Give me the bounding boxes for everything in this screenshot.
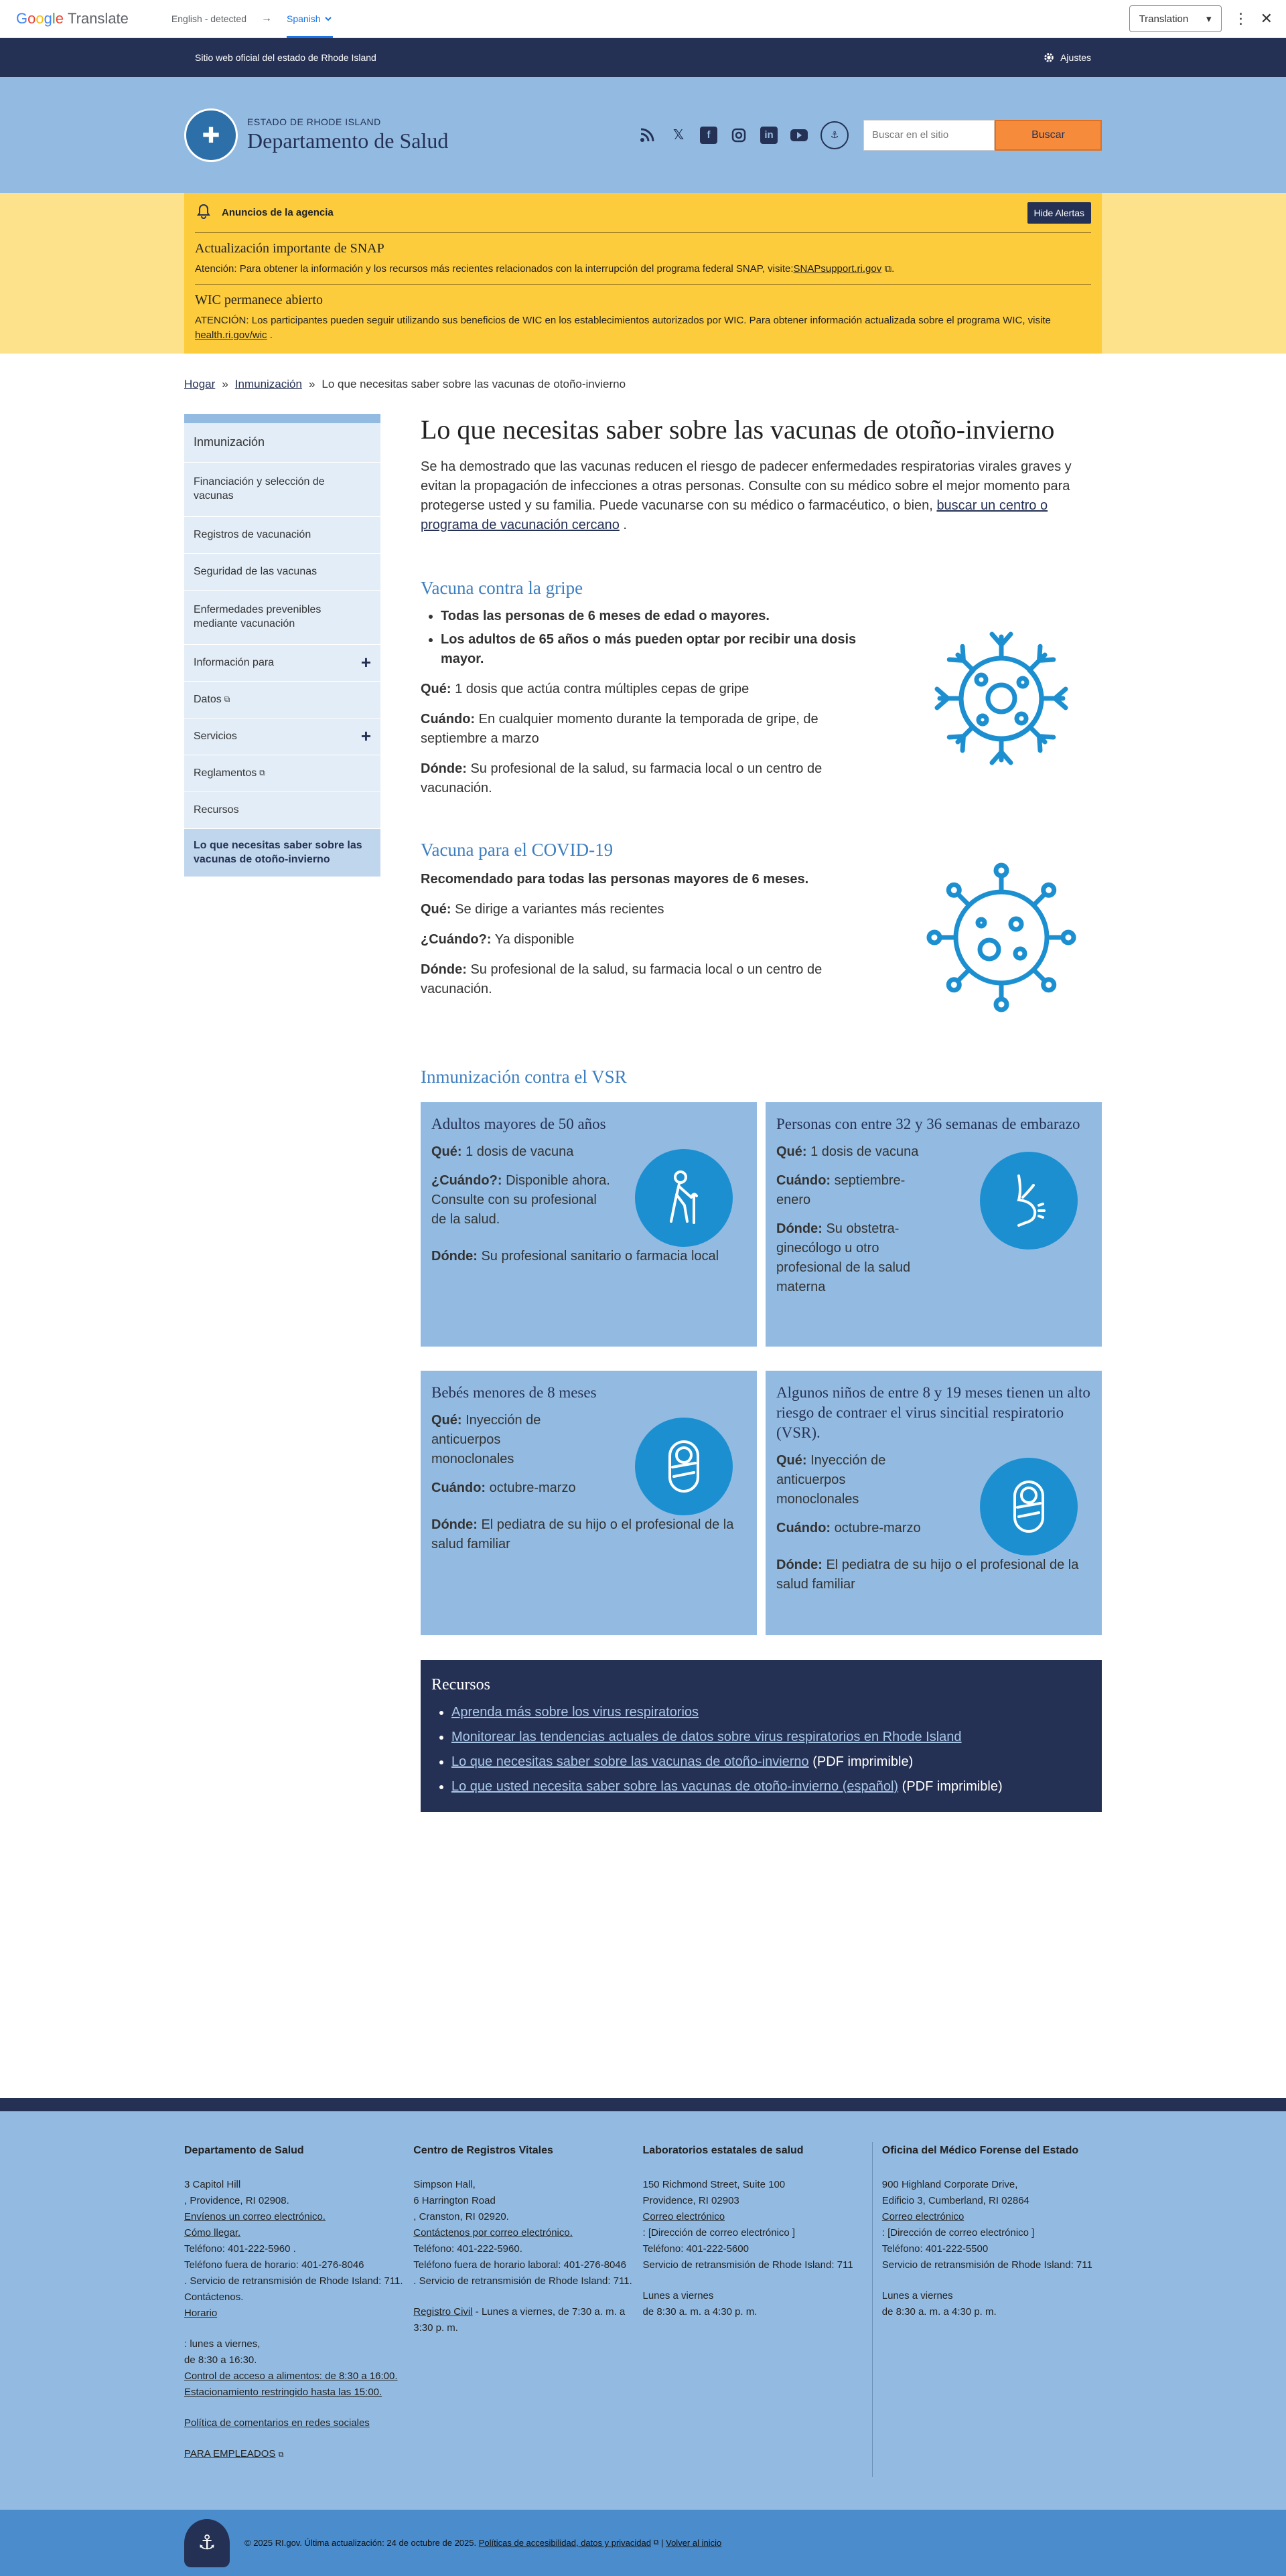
external-link-icon: ⧉ [224, 694, 230, 704]
breadcrumb-current: Lo que necesitas saber sobre las vacunas de otoño-invierno [322, 378, 626, 390]
resources-list [451, 1705, 1091, 1795]
ri-health-seal-icon[interactable]: ✚ [184, 108, 238, 162]
resource-suffix: (PDF imprimible) [812, 1754, 914, 1769]
translate-bar [0, 0, 1286, 38]
agency-alerts [0, 193, 1286, 354]
label: ¿Cuándo?: [431, 1172, 502, 1188]
sidebar-item-current-page[interactable] [184, 829, 380, 877]
site-search [863, 120, 1102, 151]
logo-letter: e [55, 10, 64, 27]
footer-line: , Cranston, RI 02920. [413, 2210, 509, 2222]
site-brand[interactable] [247, 117, 448, 153]
gear-icon [1043, 52, 1055, 64]
footer-line: Simpson Hall, [413, 2178, 476, 2190]
search-button[interactable]: Buscar [995, 120, 1102, 151]
footer-col-title: Oficina del Médico Forense del Estado [881, 2145, 1079, 2156]
label: Qué: [431, 1412, 462, 1428]
pregnant-person-icon [980, 1152, 1078, 1249]
footer-col-title: Laboratorios estatales de salud [642, 2145, 804, 2156]
label: Qué: [421, 902, 451, 917]
footer-line: Teléfono: 401-222-5500 [881, 2243, 989, 2255]
hide-label-alerts: Alertas [1055, 207, 1084, 218]
back-to-top-link[interactable]: Volver al inicio [666, 2538, 722, 2548]
logo-text: Translate [68, 10, 129, 27]
list-item: • Todas las personas de 6 meses de edad o mayores. [441, 607, 863, 626]
alert-text: ATENCIÓN: Los participantes pueden seguir utilizando sus beneficios de WIC en los establecimientos autorizados por WIC. Para obtener información actualizada sobre el programa WIC, visite [195, 314, 1051, 326]
footer-line: de 8:30 a. m. a 4:30 p. m. [881, 2305, 997, 2318]
footer-col-health-dept [184, 2142, 404, 2477]
footer-line: Teléfono: 401-222-5960 . [184, 2243, 296, 2255]
label: Dónde: [421, 761, 467, 776]
employees-link[interactable]: PARA EMPLEADOS [184, 2447, 276, 2459]
alerts-title: Anuncios de la agencia [222, 207, 334, 218]
rss-icon[interactable] [637, 125, 657, 145]
sidebar-item-enfermedades[interactable] [184, 591, 380, 645]
breadcrumb-home[interactable]: Hogar [184, 378, 216, 390]
label: Qué: [431, 1144, 462, 1159]
expand-plus-icon[interactable]: + [360, 652, 371, 673]
alert-snap [195, 233, 1091, 285]
value: octubre-marzo [489, 1480, 576, 1495]
label: Cuándo: [421, 712, 476, 727]
intro-text: Se ha demostrado que las vacunas reducen el riesgo de padecer enfermedades respiratorias virales graves y evitan la propagación de infecciones a otras personas. Consulte con su médico sobre el mejor momento para protegerse usted y su familia. Puede vacunarse con su médico o farmacéutico, o bien, [421, 459, 1072, 513]
directions-link[interactable]: Cómo llegar. [184, 2226, 241, 2239]
instagram-icon[interactable] [729, 125, 749, 145]
value: 1 dosis que actúa contra múltiples cepas de gripe [455, 682, 749, 696]
vsr-cards [421, 1102, 1102, 1635]
official-site-strip [0, 38, 1286, 77]
footer-line: : [Dirección de correo electrónico ] [881, 2226, 1035, 2239]
alert-text: Atención: Para obtener la información y los recursos más recientes relacionados con la interrupción del programa federal SNAP, visite: [195, 263, 794, 275]
value: El pediatra de su hijo o el profesional de la salud familiar [776, 1557, 1079, 1592]
footer-band [0, 2098, 1286, 2111]
value: En cualquier momento durante la temporada de gripe, de septiembre a marzo [421, 712, 818, 746]
footer-line: . Servicio de retransmisión de Rhode Island: 711. Contáctenos. [184, 2275, 403, 2303]
youtube-icon[interactable] [789, 125, 809, 145]
alert-wic [195, 285, 1091, 350]
footer-line: Servicio de retransmisión de Rhode Island: 711 [881, 2259, 1092, 2271]
breadcrumb-section[interactable]: Inmunización [234, 378, 302, 390]
footer-line: : [Dirección de correo electrónico ] [642, 2226, 796, 2239]
email-link[interactable]: Correo electrónico [881, 2210, 964, 2222]
vsr-card-adults [421, 1102, 757, 1347]
footer-line: Teléfono fuera de horario laboral: 401-276-8046 [413, 2259, 626, 2271]
logo-letter: o [35, 10, 44, 27]
sidebar-nav [184, 414, 380, 877]
target-language-tab[interactable] [287, 0, 333, 38]
chevron-down-icon [324, 14, 333, 23]
alert-text-end: . [269, 329, 273, 341]
hide-alerts-button[interactable] [1027, 202, 1092, 224]
footer-line: Teléfono: 401-222-5960. [413, 2243, 522, 2255]
food-access-link[interactable]: Control de acceso a alimentos: de 8:30 a 16:00. [184, 2370, 398, 2382]
label: Cuándo: [431, 1480, 486, 1495]
resource-link[interactable]: Lo que necesitas saber sobre las vacunas de otoño-invierno [451, 1754, 809, 1769]
bell-icon [195, 202, 212, 224]
covid-what [421, 900, 863, 919]
footer-bottom [0, 2510, 1286, 2576]
wic-link[interactable]: health.ri.gov/wic [195, 329, 267, 341]
card-title: Algunos niños de entre 8 y 19 meses tienen un alto riesgo de contraer el virus sincitial respiratorio (VSR). [776, 1384, 1090, 1441]
target-language-label: Spanish [286, 13, 321, 24]
covid-when [421, 930, 863, 950]
label: Dónde: [776, 1221, 823, 1236]
list-item [451, 1730, 1091, 1745]
card-title: Bebés menores de 8 meses [431, 1384, 597, 1401]
resources-heading: Recursos [431, 1676, 490, 1693]
x-icon[interactable]: 𝕏 [672, 128, 685, 143]
find-vaccine-link[interactable]: buscar un centro o programa de vacunación cercano [421, 498, 1048, 532]
flu-eligibility-list [441, 607, 863, 669]
footer-col-state-labs [643, 2142, 863, 2477]
translation-select[interactable] [1129, 5, 1222, 32]
value: Inyección de anticuerpos monoclonales [431, 1412, 541, 1466]
flu-heading: Vacuna contra la gripe [421, 578, 583, 598]
label: Dónde: [431, 1248, 478, 1264]
footer-col-title: Centro de Registros Vitales [413, 2145, 553, 2156]
sidebar-item-label: Información para [194, 656, 275, 668]
alert-title: WIC permanece abierto [195, 292, 324, 307]
footer-line: Providence, RI 02903 [642, 2194, 739, 2206]
intro-end: . [623, 518, 627, 532]
list-item [451, 1705, 1091, 1720]
hide-label: Hide [1033, 207, 1054, 218]
logo-letter: o [27, 10, 36, 27]
covid-heading: Vacuna para el COVID-19 [421, 840, 614, 860]
policies-link[interactable]: Políticas de accesibilidad, datos y privacidad [478, 2538, 651, 2548]
intro-paragraph [421, 457, 1102, 535]
hours-link[interactable]: Horario [184, 2307, 218, 2319]
linkedin-icon[interactable]: in [760, 127, 778, 144]
facebook-icon[interactable]: f [700, 127, 717, 144]
sidebar-item-label: Datos [194, 693, 222, 705]
value: 1 dosis de vacuna [466, 1144, 574, 1159]
vsr-heading: Inmunización contra el VSR [421, 1067, 627, 1087]
sidebar-item-label: Enfermedades prevenibles mediante vacunación [194, 604, 322, 629]
external-link-icon: ⧉ [259, 768, 265, 778]
value: Su profesional sanitario o farmacia local [481, 1248, 719, 1264]
resource-link[interactable]: Lo que usted necesita saber sobre las vacunas de otoño-invierno (español) [451, 1779, 899, 1794]
copyright-text: © 2025 RI.gov. Última actualización: 24 de octubre de 2025. [244, 2538, 477, 2548]
sidebar-item-informacion[interactable] [184, 645, 380, 682]
footer-line: Lunes a viernes [642, 2289, 714, 2301]
expand-plus-icon[interactable]: + [360, 726, 371, 747]
footer-line: 3 Capitol Hill [184, 2178, 241, 2190]
footer-line: , Providence, RI 02908. [184, 2194, 289, 2206]
flu-what [421, 680, 863, 699]
site-footer [0, 2098, 1286, 2576]
label: ¿Cuándo?: [421, 932, 492, 947]
footer-line: 6 Harrington Road [413, 2194, 496, 2206]
search-input[interactable]: Buscar en el sitio [863, 120, 995, 151]
separator: | [661, 2538, 664, 2548]
resource-link[interactable]: Monitorear las tendencias actuales de datos sobre virus respiratorios en Rhode Island [451, 1730, 962, 1744]
google-translate-logo[interactable] [16, 10, 129, 27]
alerts-header [195, 193, 1091, 233]
vsr-card-pregnant [766, 1102, 1102, 1347]
footer-line: de 8:30 a. m. a 4:30 p. m. [642, 2305, 758, 2318]
label: Cuándo: [776, 1520, 831, 1535]
footer-line: 150 Richmond Street, Suite 100 [642, 2178, 786, 2190]
department-name: Departamento de Salud [247, 129, 449, 153]
sidebar-item-label: Seguridad de las vacunas [194, 565, 317, 577]
sidebar-item-label: Registros de vacunación [194, 528, 311, 540]
value: Disponible ahora. Consulte con su profesional de la salud. [431, 1172, 610, 1227]
label: Dónde: [776, 1557, 823, 1572]
covid-where [421, 960, 863, 999]
seal-icon[interactable]: ⚓ [820, 121, 849, 149]
logo-letter: g [44, 10, 52, 27]
sidebar-item-label: Lo que necesitas saber sobre las vacunas de otoño-invierno [194, 839, 362, 865]
settings-label: Ajustes [1060, 52, 1091, 63]
value: Se dirige a variantes más recientes [455, 902, 664, 917]
footer-line: : lunes a viernes, [184, 2338, 261, 2350]
alert-title: Actualización importante de SNAP [195, 241, 384, 256]
sidebar-item-label: Financiación y selección de vacunas [194, 476, 325, 502]
card-title: Adultos mayores de 50 años [431, 1116, 606, 1132]
label: Dónde: [431, 1517, 478, 1532]
footer-line: - Lunes a viernes, de 7:30 a. m. a 3:30 p. m. [413, 2305, 626, 2334]
footer-line: . Servicio de retransmisión de Rhode Island: 711. [413, 2275, 632, 2287]
sidebar-item-label: Inmunización [194, 435, 265, 449]
footer-divider [872, 2142, 873, 2477]
list-item [451, 1779, 1091, 1795]
site-header [0, 77, 1286, 193]
email-link[interactable]: Envíenos un correo electrónico. [184, 2210, 326, 2222]
resource-link[interactable]: Aprenda más sobre los virus respiratorios [451, 1705, 699, 1720]
page-title: Lo que necesitas saber sobre las vacunas de otoño-invierno [421, 414, 1055, 445]
value: El pediatra de su hijo o el profesional de la salud familiar [431, 1517, 734, 1551]
external-link-icon: ⧉ [653, 2539, 659, 2547]
flu-virus-icon [901, 599, 1102, 798]
social-links [637, 121, 849, 149]
footer-line: Teléfono fuera de horario: 401-276-8046 [184, 2259, 364, 2271]
email-link[interactable]: Contáctenos por correo electrónico. [413, 2226, 573, 2239]
main-content [421, 414, 1102, 1812]
covid-section [421, 860, 1102, 1014]
breadcrumb-separator: » [222, 378, 228, 390]
external-link-icon: ⧉ [884, 263, 892, 275]
sidebar-item-financiacion[interactable] [184, 463, 380, 517]
footer-line: 900 Highland Corporate Drive, [881, 2178, 1018, 2190]
social-media-policy-link[interactable]: Política de comentarios en redes sociales [184, 2417, 370, 2429]
logo-letter: l [52, 10, 56, 27]
sidebar-item-datos[interactable] [184, 682, 380, 718]
card-title: Personas con entre 32 y 36 semanas de embarazo [776, 1116, 1080, 1132]
sidebar-item-label: Recursos [194, 804, 239, 816]
breadcrumb [184, 354, 1102, 414]
resources-box [421, 1660, 1102, 1812]
footer-col-vital-records [413, 2142, 633, 2477]
value: Ya disponible [494, 932, 575, 947]
email-link[interactable]: Correo electrónico [642, 2210, 725, 2222]
vsr-card-babies [421, 1371, 757, 1635]
sidebar-item-registros[interactable] [184, 517, 380, 554]
label: Cuándo: [776, 1172, 831, 1188]
breadcrumb-separator: » [308, 378, 315, 390]
more-options-icon[interactable]: ⋮ [1233, 10, 1248, 27]
swap-arrow-icon: → [261, 13, 272, 24]
list-item [451, 1754, 1091, 1770]
swaddled-baby-icon [980, 1458, 1078, 1556]
value: Inyección de anticuerpos monoclonales [776, 1452, 886, 1507]
ri-anchor-logo-icon[interactable]: ⚓ [184, 2519, 230, 2567]
vsr-card-children [766, 1371, 1102, 1635]
sidebar-item-recursos[interactable] [184, 792, 380, 829]
value: Su obstetra-ginecólogo u otro profesional de la salud materna [776, 1221, 911, 1294]
footer-line: Edificio 3, Cumberland, RI 02864 [881, 2194, 1029, 2206]
sidebar-item-reglamentos[interactable] [184, 755, 380, 792]
footer-line: Teléfono: 401-222-5600 [642, 2243, 749, 2255]
label: Qué: [776, 1452, 807, 1468]
sidebar-item-seguridad[interactable] [184, 554, 380, 591]
swaddled-baby-icon [635, 1418, 733, 1515]
state-name: ESTADO DE RHODE ISLAND [247, 117, 381, 127]
covid-virus-icon [901, 860, 1102, 1014]
parking-link[interactable]: Estacionamiento restringido hasta las 15:00. [184, 2386, 382, 2398]
footer-col-title: Departamento de Salud [184, 2145, 304, 2156]
logo-letter: G [16, 10, 28, 27]
civil-registry-link[interactable]: Registro Civil [413, 2305, 473, 2318]
sidebar-item-inmunizacion[interactable] [184, 423, 380, 463]
label: Qué: [421, 682, 451, 696]
value: Su profesional de la salud, su farmacia local o un centro de vacunación. [421, 761, 823, 795]
snap-link[interactable]: SNAPsupport.ri.gov [793, 263, 882, 275]
value: septiembre-enero [776, 1172, 906, 1207]
covid-recommended: Recomendado para todas las personas mayores de 6 meses. [421, 872, 809, 887]
footer-line: de 8:30 a 16:30. [184, 2354, 257, 2366]
flu-when [421, 710, 863, 749]
alert-text-end: . [891, 263, 895, 275]
source-language[interactable]: English - detected [171, 13, 246, 24]
footer-col-medical-examiner [882, 2142, 1102, 2477]
resource-suffix: (PDF imprimible) [902, 1779, 1003, 1794]
value: Su profesional de la salud, su farmacia local o un centro de vacunación. [421, 962, 823, 996]
sidebar-item-servicios[interactable] [184, 718, 380, 755]
label: Qué: [776, 1144, 807, 1159]
elderly-person-icon [635, 1149, 733, 1247]
settings-button[interactable] [1043, 52, 1091, 64]
label: Dónde: [421, 962, 467, 977]
caret-down-icon: ▾ [1206, 13, 1212, 25]
value: 1 dosis de vacuna [810, 1144, 919, 1159]
official-site-text: Sitio web oficial del estado de Rhode Island [195, 52, 376, 63]
sidebar-item-label: Reglamentos [194, 767, 257, 779]
list-item: • Los adultos de 65 años o más pueden optar por recibir una dosis mayor. [441, 630, 863, 669]
external-link-icon: ⧉ [278, 2450, 284, 2459]
translation-select-label: Translation [1139, 13, 1189, 25]
flu-section [421, 599, 1102, 798]
footer-line: Lunes a viernes [881, 2289, 953, 2301]
flu-where [421, 759, 863, 798]
value: octubre-marzo [834, 1520, 921, 1535]
close-icon[interactable]: ✕ [1260, 10, 1273, 27]
footer-line: Servicio de retransmisión de Rhode Island: 711 [642, 2259, 853, 2271]
sidebar-item-label: Servicios [194, 730, 237, 742]
